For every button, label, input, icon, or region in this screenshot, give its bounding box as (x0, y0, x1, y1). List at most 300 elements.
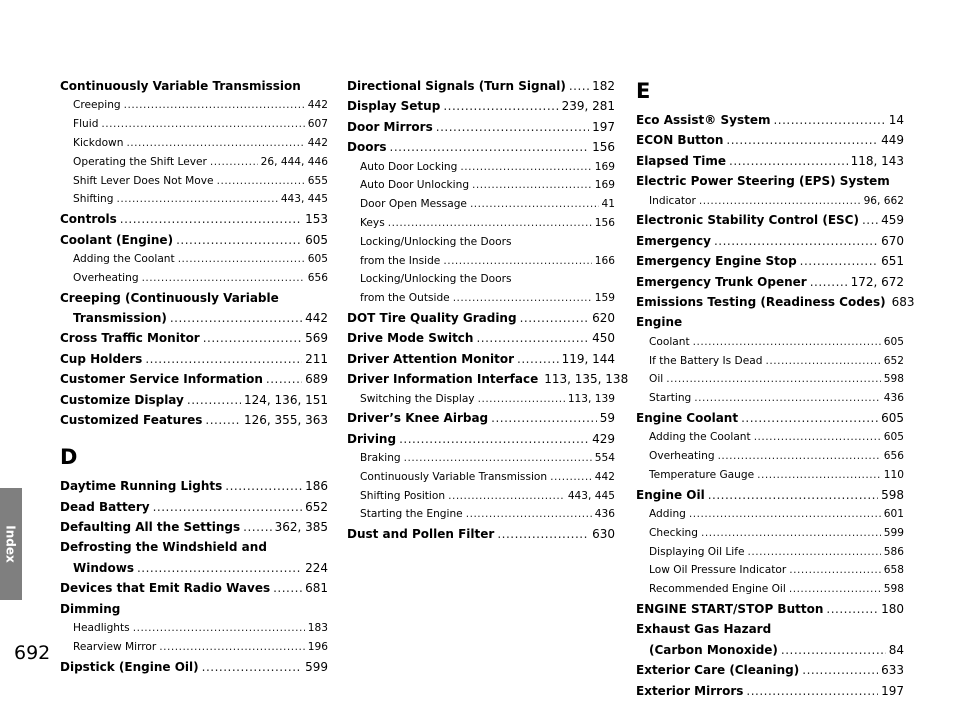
index-entry (60, 308, 328, 328)
index-entry (636, 130, 904, 150)
dot-leader (781, 640, 886, 660)
dot-leader (747, 543, 880, 562)
entry-label: Shifting Position (360, 489, 446, 502)
page-reference: 656 (307, 271, 328, 284)
index-entry (636, 110, 904, 130)
entry-label: Kickdown (73, 136, 124, 149)
entry-label: Temperature Gauge (649, 468, 755, 481)
dot-leader (460, 158, 591, 177)
entry-label: Locking/Unlocking the Doors (360, 235, 512, 248)
dot-leader (810, 272, 848, 292)
entry-label: Shifting (73, 193, 114, 206)
page-reference: 652 (305, 499, 328, 514)
entry-label: Controls (60, 212, 117, 227)
page-reference: 159 (594, 292, 615, 305)
index-entry (347, 369, 629, 389)
page-reference: 41 (601, 198, 615, 211)
index-subentry (347, 233, 615, 252)
index-entry (60, 578, 328, 598)
entry-label: Driver Attention Monitor (347, 351, 515, 366)
dot-leader (187, 390, 241, 410)
entry-label: Continuously Variable Transmission (60, 79, 301, 93)
dot-leader (243, 517, 271, 537)
entry-label: Creeping (Continuously Variable (60, 290, 279, 305)
page-reference: 197 (592, 119, 615, 134)
dot-leader (789, 561, 881, 580)
entry-label: Overheating (649, 450, 715, 463)
dot-leader (466, 505, 592, 524)
dot-leader (689, 505, 881, 524)
index-subentry (347, 487, 615, 506)
index-subentry (636, 543, 904, 562)
entry-label: Drive Mode Switch (347, 331, 474, 346)
section-letter: D (60, 445, 78, 470)
page-reference: 586 (883, 545, 904, 558)
page-reference: 605 (305, 232, 328, 247)
page-reference: 14 (888, 113, 904, 127)
entry-label: ECON Button (636, 133, 724, 148)
index-entry (60, 537, 328, 557)
index-subentry (636, 466, 904, 485)
dot-leader (170, 308, 302, 328)
dot-leader (741, 408, 878, 428)
index-entry (636, 171, 904, 191)
entry-label: Fluid (73, 118, 99, 131)
page-reference: 113, 135, 138 (544, 372, 629, 387)
page-reference: 569 (305, 331, 328, 346)
page-reference: 683 (891, 294, 915, 309)
index-subentry (60, 638, 328, 657)
entry-label: Transmission) (73, 310, 167, 325)
page-reference: 689 (305, 372, 328, 387)
index-subentry (60, 172, 328, 191)
page-reference: 211 (305, 351, 328, 366)
index-entry (60, 328, 328, 348)
entry-label: Door Open Message (360, 198, 467, 211)
dot-leader (388, 214, 592, 233)
index-column-3 (636, 76, 915, 701)
entry-label: Customer Service Information (60, 372, 263, 387)
dot-leader (708, 485, 878, 505)
index-subentry (347, 195, 615, 214)
dot-leader (862, 210, 878, 230)
index-column-1 (60, 76, 328, 677)
entry-label: Indicator (649, 194, 696, 207)
index-subentry (636, 389, 904, 408)
entry-label: Emissions Testing (Readiness Codes) (636, 294, 886, 309)
index-entry (636, 292, 915, 312)
page-reference: 429 (592, 431, 615, 446)
dot-leader (116, 190, 277, 209)
entry-label: Adding the Coolant (649, 431, 751, 444)
index-entry (60, 517, 328, 537)
index-entry (60, 349, 328, 369)
page-reference: 443, 445 (567, 489, 615, 502)
page-reference: 118, 143 (850, 153, 904, 168)
dot-leader (453, 289, 592, 308)
entry-label: Rearview Mirror (73, 640, 157, 653)
entry-label: Coolant (649, 335, 690, 348)
index-entry (60, 390, 328, 410)
entry-label: Dead Battery (60, 499, 150, 514)
dot-leader (120, 209, 302, 229)
entry-label: Doors (347, 140, 387, 155)
index-entry (636, 408, 904, 428)
dot-leader (765, 352, 880, 371)
index-subentry (636, 561, 904, 580)
entry-label: Emergency (636, 233, 711, 248)
entry-label: Emergency Trunk Opener (636, 274, 807, 289)
entry-label: Electronic Stability Control (ESC) (636, 213, 859, 228)
entry-label: Shift Lever Does Not Move (73, 174, 214, 187)
entry-label: Cross Traffic Monitor (60, 331, 200, 346)
entry-label: Keys (360, 216, 385, 229)
dot-leader (133, 619, 305, 638)
index-entry (60, 497, 328, 517)
index-subentry (347, 176, 615, 195)
dot-leader (754, 428, 881, 447)
page-number: 692 (14, 642, 51, 664)
page-reference: 362, 385 (274, 520, 328, 535)
page-reference: 156 (592, 140, 615, 155)
page-reference: 670 (881, 233, 904, 248)
page-reference: 651 (881, 254, 904, 269)
entry-label: Display Setup (347, 99, 441, 114)
page-reference: 442 (307, 99, 328, 112)
index-subentry (636, 505, 904, 524)
entry-label: Coolant (Engine) (60, 232, 174, 247)
entry-label: Low Oil Pressure Indicator (649, 564, 787, 577)
page-reference: 436 (594, 508, 615, 521)
entry-label: Dust and Pollen Filter (347, 527, 495, 542)
index-entry (60, 230, 328, 250)
entry-label: Dipstick (Engine Oil) (60, 659, 199, 674)
entry-label: Checking (649, 526, 698, 539)
dot-leader (176, 230, 302, 250)
dot-leader (726, 130, 878, 150)
index-entry (60, 76, 328, 96)
entry-label: Driver’s Knee Airbag (347, 411, 489, 426)
entry-label: Exhaust Gas Hazard (636, 622, 772, 637)
dot-leader (273, 578, 302, 598)
page-reference: 449 (881, 133, 904, 148)
page-reference: 196 (307, 640, 328, 653)
page-reference: 169 (594, 160, 615, 173)
dot-leader (443, 252, 591, 271)
page-reference: 442 (305, 310, 328, 325)
dot-leader (210, 153, 258, 172)
page-reference: 442 (594, 470, 615, 483)
entry-label: Customized Features (60, 412, 203, 427)
entry-label: Door Mirrors (347, 119, 433, 134)
dot-leader (159, 638, 305, 657)
entry-label: Windows (73, 560, 134, 575)
entry-label: from the Outside (360, 292, 450, 305)
index-entry (347, 137, 615, 157)
entry-label: Defrosting the Windshield and (60, 540, 267, 555)
entry-label: Exterior Mirrors (636, 683, 744, 698)
index-entry (636, 251, 904, 271)
page-reference: 124, 136, 151 (244, 392, 328, 407)
page-reference: 153 (305, 212, 328, 227)
dot-leader (202, 657, 302, 677)
index-entry (347, 76, 615, 96)
dot-leader (217, 172, 305, 191)
page-reference: 197 (881, 683, 904, 698)
entry-label: Defaulting All the Settings (60, 520, 241, 535)
index-entry (60, 369, 328, 389)
dot-leader (694, 389, 881, 408)
entry-label: Driving (347, 431, 397, 446)
page-reference: 459 (881, 213, 904, 228)
page-reference: 169 (594, 179, 615, 192)
dot-leader (137, 558, 302, 578)
index-entry (636, 151, 904, 171)
index-entry (636, 640, 904, 660)
page-reference: 26, 444, 446 (260, 155, 328, 168)
page-reference: 96, 662 (863, 194, 904, 207)
dot-leader (203, 328, 302, 348)
index-subentry (60, 269, 328, 288)
dot-leader (701, 524, 881, 543)
index-subentry (636, 370, 904, 389)
dot-leader (789, 580, 881, 599)
page-reference: 84 (888, 642, 904, 657)
page-reference: 119, 144 (561, 351, 615, 366)
dot-leader (443, 96, 558, 116)
dot-leader (472, 176, 592, 195)
dot-leader (390, 137, 590, 157)
dot-leader (550, 468, 592, 487)
dot-leader (470, 195, 599, 214)
page-reference: 598 (881, 487, 904, 502)
index-entry (347, 328, 615, 348)
page-reference: 605 (881, 410, 904, 425)
index-subentry (636, 580, 904, 599)
page-reference: 599 (305, 659, 328, 674)
index-entry (347, 308, 615, 328)
index-entry (60, 209, 328, 229)
entry-label: Customize Display (60, 392, 184, 407)
entry-label: Auto Door Locking (360, 160, 458, 173)
index-subentry (60, 115, 328, 134)
entry-label: from the Inside (360, 254, 441, 267)
index-entry (60, 476, 328, 496)
dot-leader (101, 115, 304, 134)
dot-leader (693, 333, 881, 352)
index-subentry (347, 449, 615, 468)
index-subentry (60, 250, 328, 269)
entry-label: Adding (649, 508, 686, 521)
entry-label: Elapsed Time (636, 153, 726, 168)
dot-leader (153, 497, 303, 517)
page-reference: 655 (307, 174, 328, 187)
entry-label: Engine Coolant (636, 410, 739, 425)
dot-leader (757, 466, 881, 485)
entry-label: Engine Oil (636, 487, 705, 502)
dot-leader (478, 390, 565, 409)
index-entry (60, 657, 328, 677)
page-reference: 605 (307, 252, 328, 265)
page-reference: 110 (883, 468, 904, 481)
dot-leader (145, 349, 302, 369)
page-reference: 652 (883, 354, 904, 367)
index-column-2 (347, 76, 629, 545)
entry-label: Braking (360, 452, 401, 465)
entry-label: Daytime Running Lights (60, 479, 223, 494)
entry-label: Continuously Variable Transmission (360, 470, 548, 483)
dot-leader (699, 192, 861, 211)
dot-leader (800, 251, 878, 271)
index-subentry (347, 289, 615, 308)
page-reference: 183 (307, 622, 328, 635)
dot-leader (666, 370, 881, 389)
entry-label: Directional Signals (Turn Signal) (347, 79, 566, 93)
entry-label: (Carbon Monoxide) (649, 642, 778, 657)
entry-label: Devices that Emit Radio Waves (60, 581, 271, 596)
page-reference: 450 (592, 331, 615, 346)
index-subentry (60, 134, 328, 153)
page-reference: 630 (592, 527, 615, 542)
index-subentry (60, 190, 328, 209)
dot-leader (773, 110, 885, 130)
index-subentry (636, 428, 904, 447)
index-entry (60, 558, 328, 578)
page-reference: 172, 672 (850, 274, 904, 289)
page-reference: 681 (305, 581, 328, 596)
index-subentry (347, 468, 615, 487)
dot-leader (399, 429, 589, 449)
page-reference: 607 (307, 118, 328, 131)
index-entry (347, 117, 615, 137)
index-entry (60, 288, 328, 308)
index-subentry (636, 192, 904, 211)
page-reference: 182 (592, 79, 615, 93)
page-reference: 620 (592, 310, 615, 325)
page-reference: 598 (883, 373, 904, 386)
page-reference: 633 (881, 663, 904, 678)
dot-leader (729, 151, 848, 171)
page-reference: 126, 355, 363 (244, 412, 328, 427)
page-reference: 59 (599, 411, 615, 426)
page-reference: 442 (307, 136, 328, 149)
index-subentry (636, 333, 904, 352)
entry-label: Driver Information Interface (347, 372, 539, 387)
page-reference: 224 (305, 560, 328, 575)
index-subentry (636, 524, 904, 543)
index-entry (347, 349, 615, 369)
index-subentry (60, 619, 328, 638)
index-subentry (347, 505, 615, 524)
index-subentry (636, 352, 904, 371)
entry-label: ENGINE START/STOP Button (636, 602, 824, 617)
index-entry (636, 210, 904, 230)
entry-label: Emergency Engine Stop (636, 254, 797, 269)
page-reference: 598 (883, 583, 904, 596)
index-subentry (636, 447, 904, 466)
index-subentry (347, 270, 615, 289)
dot-leader (746, 681, 878, 701)
dot-leader (448, 487, 565, 506)
page-reference: 239, 281 (561, 99, 615, 114)
page-reference: 599 (883, 526, 904, 539)
entry-label: If the Battery Is Dead (649, 354, 763, 367)
page-reference: 156 (594, 216, 615, 229)
page-reference: 436 (883, 392, 904, 405)
entry-label: Auto Door Unlocking (360, 179, 470, 192)
index-entry (636, 681, 904, 701)
entry-label: Overheating (73, 271, 139, 284)
page-reference: 605 (883, 335, 904, 348)
page-reference: 166 (594, 254, 615, 267)
index-entry (60, 599, 328, 619)
entry-label: Locking/Unlocking the Doors (360, 273, 512, 286)
index-entry (636, 599, 904, 619)
index-subentry (60, 96, 328, 115)
index-subentry (347, 252, 615, 271)
dot-leader (142, 269, 305, 288)
dot-leader (476, 328, 589, 348)
page-reference: 113, 139 (567, 392, 615, 405)
index-entry (347, 429, 615, 449)
dot-leader (178, 250, 305, 269)
entry-label: Displaying Oil Life (649, 545, 745, 558)
page-reference: 180 (881, 602, 904, 617)
index-subentry (347, 158, 615, 177)
index-entry (636, 312, 904, 332)
entry-label: Electric Power Steering (EPS) System (636, 174, 890, 189)
page-reference: 443, 445 (280, 193, 328, 206)
index-entry (347, 408, 615, 428)
index-subentry (60, 153, 328, 172)
dot-leader (718, 447, 881, 466)
index-subentry (347, 390, 615, 409)
dot-leader (520, 308, 590, 328)
index-entry (636, 485, 904, 505)
page-reference: 554 (594, 452, 615, 465)
dot-leader (569, 76, 589, 96)
index-entry (60, 410, 328, 430)
entry-label: Headlights (73, 622, 130, 635)
entry-label: Adding the Coolant (73, 252, 175, 265)
entry-label: Dimming (60, 601, 121, 616)
page-reference: 656 (883, 450, 904, 463)
entry-label: DOT Tire Quality Grading (347, 310, 517, 325)
page-reference: 601 (883, 508, 904, 521)
entry-label: Switching the Display (360, 392, 475, 405)
dot-leader (225, 476, 302, 496)
entry-label: Eco Assist® System (636, 113, 771, 127)
entry-label: Starting the Engine (360, 508, 463, 521)
index-entry (636, 231, 904, 251)
dot-leader (497, 524, 589, 544)
entry-label: Cup Holders (60, 351, 143, 366)
dot-leader (491, 408, 597, 428)
dot-leader (404, 449, 592, 468)
entry-label: Recommended Engine Oil (649, 583, 786, 596)
index-tab-label: Index (4, 525, 19, 563)
page-reference: 186 (305, 479, 328, 494)
dot-leader (436, 117, 589, 137)
entry-label: Exterior Care (Cleaning) (636, 663, 800, 678)
dot-leader (266, 369, 302, 389)
index-entry (347, 96, 615, 116)
page-reference: 605 (883, 431, 904, 444)
index-entry (636, 272, 904, 292)
entry-label: Creeping (73, 99, 121, 112)
index-side-tab (0, 488, 22, 600)
section-letter: E (636, 79, 651, 103)
